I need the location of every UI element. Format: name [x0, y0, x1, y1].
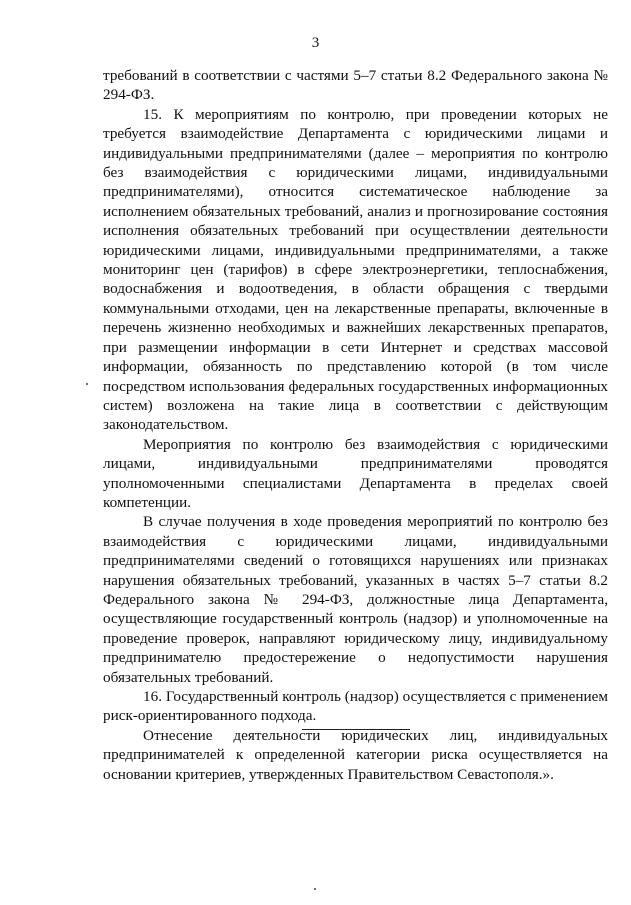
- paragraph-continuation: требований в соответствии с частями 5–7 статьи 8.2 Федерального закона № 294-ФЗ.: [103, 67, 608, 104]
- paragraph-item-16: 16. Государственный контроль (надзор) осуществляется с применением риск-ориентированного подхода.: [103, 688, 608, 725]
- paragraph-risk-category: Отнесение деятельности юридических лиц, индивидуальных предпринимателей к определенной категории риска осуществляется на основании критериев, утвержденных Правительством Севастополя.».: [103, 726, 608, 783]
- page-number: 3: [311, 35, 320, 51]
- separator-line: [302, 729, 410, 730]
- paragraph-item-15: 15. К мероприятиям по контролю, при проведении которых не требуется взаимодействие Департамента с юридическими лицами и индивидуальными предпринимателями (далее – мероприятия по контролю без взаимодействия с юридическими лицами, индивидуальными предпринимателями), относится систематическое наблюдение за исполнением обязательных требований, анализ и прогнозирование состояния исполнения обязательных требований при осуществлении деятельности юридическими лицами, индивидуальными предпринимателями, а также мониторинг цен (тарифов) в сфере электроэнергетики, теплоснабжения, водоснабжения и водоотведения, в области обращения с твердыми коммунальными отходами, цен на лекарственные препараты, включенные в перечень жизненно необходимых и важнейших лекарственных препаратов, при размещении информации в сети Интернет и средствах массовой информации, обязанность по представлению которой (в том числе посредством использования федеральных государственных информационных систем) возложена на такие лица в соответствии с действующим законодательством.: [103, 105, 608, 434]
- paragraph-contactless-measures: Мероприятия по контролю без взаимодействия с юридическими лицами, индивидуальными предпринимателями проводятся уполномоченными специалистами Департамента в пределах своей компетенции.: [103, 435, 608, 511]
- scan-speck: [314, 888, 316, 890]
- document-body: [103, 66, 608, 784]
- paragraph-warning-issuance: В случае получения в ходе проведения мероприятий по контролю без взаимодействия с юридическими лицами, индивидуальными предпринимателями сведений о готовящихся нарушениях или признаках нарушения обязательных требований, указанных в частях 5–7 статьи 8.2 Федерального закона № 294-ФЗ, должностные лица Департамента, осуществляющие государственный контроль (надзор) и уполномоченные на проведение проверок, направляют юридическому лицу, индивидуальному предпринимателю предостережение о недопустимости нарушения обязательных требований.: [103, 513, 608, 686]
- scan-speck: [86, 383, 88, 385]
